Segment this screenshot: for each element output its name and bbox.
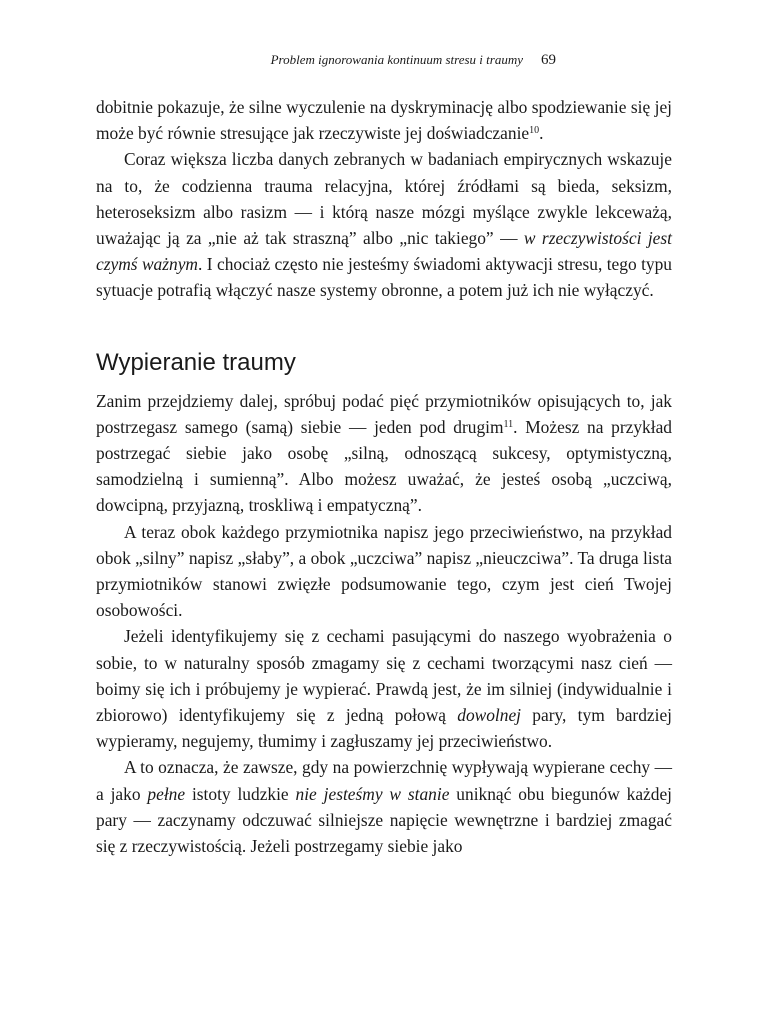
paragraph-6-emphasis-2: nie jesteśmy w stanie [295,783,450,804]
running-title: Problem ignorowania kontinuum stresu i traumy [270,52,523,67]
paragraph-2-text-a: Coraz większa liczba danych zebranych w badaniach empirycznych wskazuje na to, że codzienna trauma relacyjna, której źródłami są bieda, seksizm, heteroseksizm albo rasizm — i którą nasze mózgi myślące zwykle lekceważą, uważając ją za „nie aż tak straszną” albo „nic takiego” — [96,149,672,249]
paragraph-3 [96,388,672,519]
footnote-ref-10: 10 [529,125,540,137]
body-text [96,94,672,859]
paragraph-5 [96,623,672,754]
paragraph-6 [96,754,672,859]
paragraph-2 [96,146,672,303]
page-number: 69 [541,52,556,68]
paragraph-6-text-c: istoty ludzkie [185,783,296,804]
paragraph-4 [96,519,672,624]
paragraph-5-text-a: Jeżeli identyfikujemy się z cechami pasującymi do naszego wyobrażenia o sobie, to w naturalny sposób zmagamy się z cechami tworzącymi nasz cień — boimy się ich i próbujemy je wypierać. Prawdą jest, że im silniej (indywidualnie i zbiorowo) identyfikujemy się z jedną połową [96,626,672,726]
section-heading: Wypieranie traumy [96,348,296,376]
paragraph-1-text: dobitnie pokazuje, że silne wyczulenie na dyskryminację albo spodziewanie się jej może być równie stresujące jak rzeczywiste jej doświadczanie [96,97,672,144]
paragraph-5-text-c: pary, tym bardziej wypieramy, negujemy, tłumimy i zagłuszamy jej przeciwieństwo. [96,705,672,752]
paragraph-3-text-a: Zanim przejdziemy dalej, spróbuj podać pięć przymiotników opisujących to, jak postrzegasz samego (samą) siebie — jeden pod drugim [96,390,672,437]
running-header [96,50,556,70]
paragraph-3-text-b: . Możesz na przykład postrzegać siebie jako osobę „silną, odnoszącą sukcesy, optymistyczną, samodzielną i sumienną”. Albo możesz uważać, że jesteś osobą „uczciwą, dowcipną, przyjazną, troskliwą i empatyczną”. [96,416,672,516]
paragraph-2-text-c: . I chociaż często nie jesteśmy świadomi aktywacji stresu, tego typu sytuacje potrafią włączyć nasze systemy obronne, a potem już ich nie wyłączyć. [96,254,672,301]
paragraph-4-text: A teraz obok każdego przymiotnika napisz jego przeciwieństwo, na przykład obok „silny” napisz „słaby”, a obok „uczciwa” napisz „nieuczciwa”. Ta druga lista przymiotników stanowi zwięzłe podsumowanie tego, czym jest cień Twojej osobowości. [96,521,672,621]
paragraph-6-emphasis-1: pełne [147,783,186,804]
paragraph-5-emphasis: dowolnej [457,705,522,726]
paragraph-6-text-e: uniknąć obu biegunów każdej pary — zaczynamy odczuwać silniejsze napięcie wewnętrzne i bardziej zmagać się z rzeczywistością. Jeżeli postrzegamy siebie jako [96,783,673,857]
paragraph-1: dobitnie pokazuje, że silne wyczulenie na dyskryminację albo spodziewanie się jej może być równie stresujące jak rzeczywiste jej doświadczanie$^{10}$. [96,97,672,144]
footnote-ref-11: 11 [503,418,514,430]
paragraph-6-text-a: A to oznacza, że zawsze, gdy na powierzchnię wypływają wypierane cechy — a jako [96,757,672,804]
paragraph-2-emphasis: w rzeczywistości jest czymś ważnym [96,228,673,275]
